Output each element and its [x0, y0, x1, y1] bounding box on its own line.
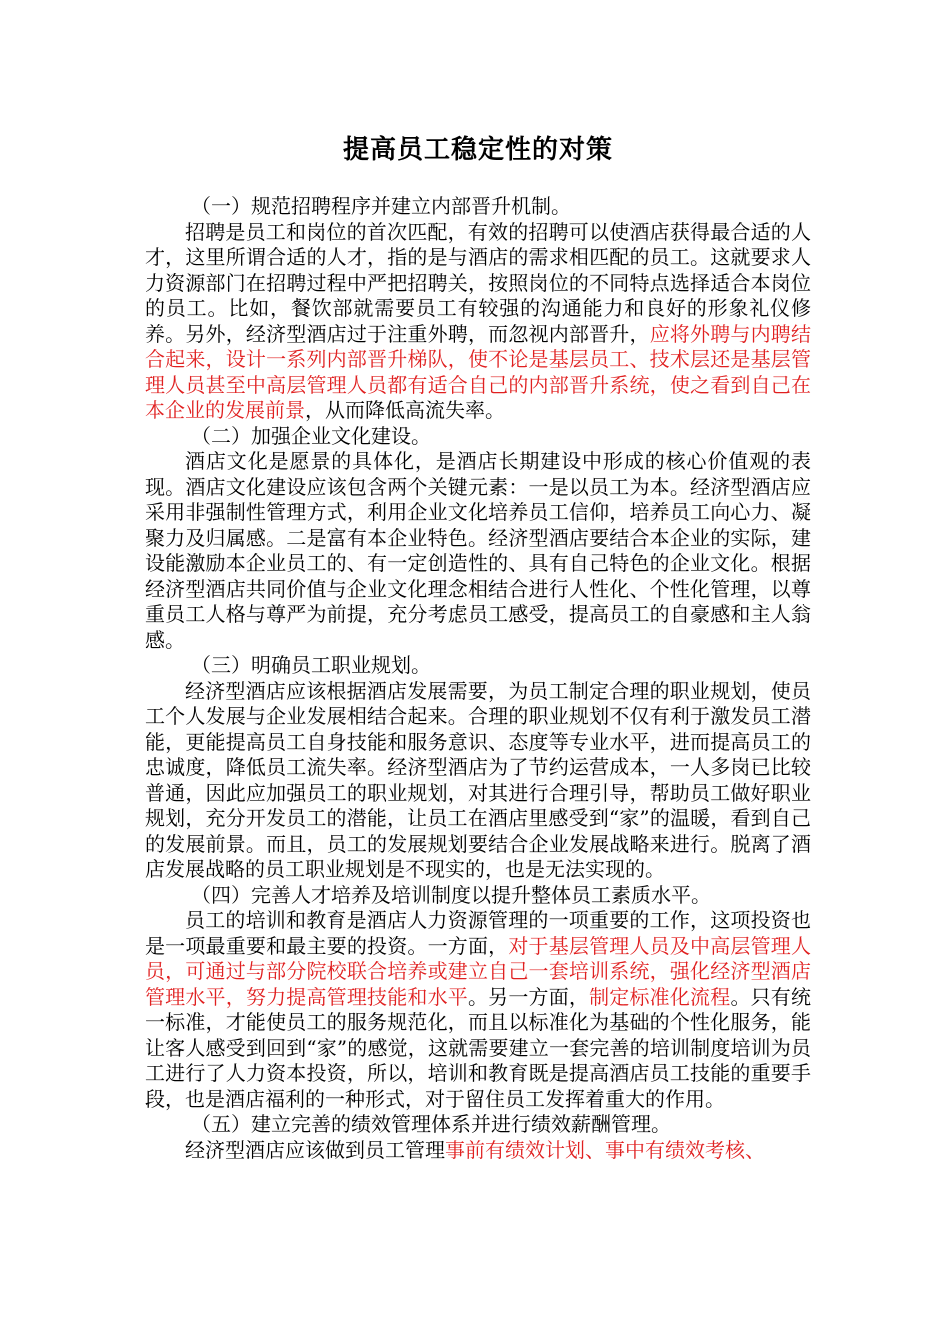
document-page: [145, 128, 811, 1163]
body-text-run: 。另一方面，: [468, 984, 590, 1009]
section-body-2: [145, 449, 811, 653]
page-title: 提高员工稳定性的对策: [342, 135, 613, 165]
highlighted-text-run: 应将外聘与内聘结合起来，设计一系列内部晋升梯队，使不论是基层员工、技术层还是基层管理人员甚至中高层管理人员都有适合自己的内部晋升系统，使之看到自己在本企业的发展前景: [145, 321, 811, 422]
body-text-run: 员工的培训和教育是酒店人力资源管理的一项重要的工作，这项投资也是一项最重要和最主要的投资。一方面，: [145, 908, 811, 958]
body-text-run: 经济型酒店应该根据酒店发展需要，为员工制定合理的职业规划，使员工个人发展与企业发展相结合起来。合理的职业规划不仅有利于激发员工潜能，更能提高员工自身技能和服务意识、态度等专业水平，进而提高员工的忠诚度，降低员工流失率。经济型酒店为了节约运营成本，一人多岗已比较普通，因此应加强员工的职业规划，对其进行合理引导，帮助员工做好职业规划，充分开发员工的潜能，让员工在酒店里感受到“家”的温暖，看到自己的发展前景。而且，员工的发展规划要结合企业发展战略来进行。脱离了酒店发展战略的员工职业规划是不现实的，也是无法实现的。: [145, 678, 811, 881]
section-body-4: [145, 908, 811, 1112]
section-heading-3: （三）明确员工职业规划。: [191, 653, 431, 677]
section-body-1: [145, 220, 811, 424]
body-text-run: 经济型酒店应该做到员工管理: [185, 1137, 445, 1162]
highlighted-text-run: 事前有绩效计划、事中有绩效考核、: [445, 1137, 765, 1162]
section-heading-2: （二）加强企业文化建设。: [191, 423, 431, 448]
body-text-run: 酒店文化是愿景的具体化，是酒店长期建设中形成的核心价值观的表现。酒店文化建设应该包含两个关键元素：一是以员工为本。经济型酒店应采用非强制性管理方式，利用企业文化培养员工信仰，培养员工向心力、凝聚力及归属感。二是富有本企业特色。经济型酒店要结合本企业的实际，建设能激励本企业员工的、有一定创造性的、具有自己特色的企业文化。根据经济型酒店共同价值与企业文化理念相结合进行人性化、个性化管理，以尊重员工人格与尊严为前提，充分考虑员工感受，提高员工的自豪感和主人翁感。: [145, 449, 811, 652]
section-body-5: [145, 1138, 811, 1164]
highlighted-text-run: 对于基层管理人员及中高层管理人员，可通过与部分院校联合培养或建立自己一套培训系统，强化经济型酒店管理水平，努力提高管理技能和水平: [145, 933, 811, 1009]
body-text-run: 。只有统一标准，才能使员工的服务规范化，而且以标准化为基础的个性化服务，能让客人感受到回到“家”的感觉，这就需要建立一套完善的培训制度培训为员工进行了人力资本投资，所以，培训和教育既是提高酒店员工技能的重要手段，也是酒店福利的一种形式，对于留住员工发挥着重大的作用。: [145, 984, 811, 1111]
section-heading-5: （五）建立完善的绩效管理体系并进行绩效薪酬管理。: [191, 1112, 671, 1136]
highlighted-text-run: 制定标准化流程: [589, 984, 731, 1009]
section-heading-4: （四）完善人才培养及培训制度以提升整体员工素质水平。: [191, 882, 711, 907]
body-text-run: 招聘是员工和岗位的首次匹配，有效的招聘可以使酒店获得最合适的人才，这里所谓合适的人才，指的是与酒店的需求相匹配的员工。这就要求人力资源部门在招聘过程中严把招聘关，按照岗位的不同特点选择适合本岗位的员工。比如，餐饮部就需要员工有较强的沟通能力和良好的形象礼仪修养。另外，经济型酒店过于注重外聘，而忽视内部晋升，: [145, 219, 811, 346]
section-body-3: [145, 679, 811, 883]
body-text-run: ，从而降低高流失率。: [305, 398, 505, 422]
section-heading-1: （一）规范招聘程序并建立内部晋升机制。: [191, 194, 571, 218]
